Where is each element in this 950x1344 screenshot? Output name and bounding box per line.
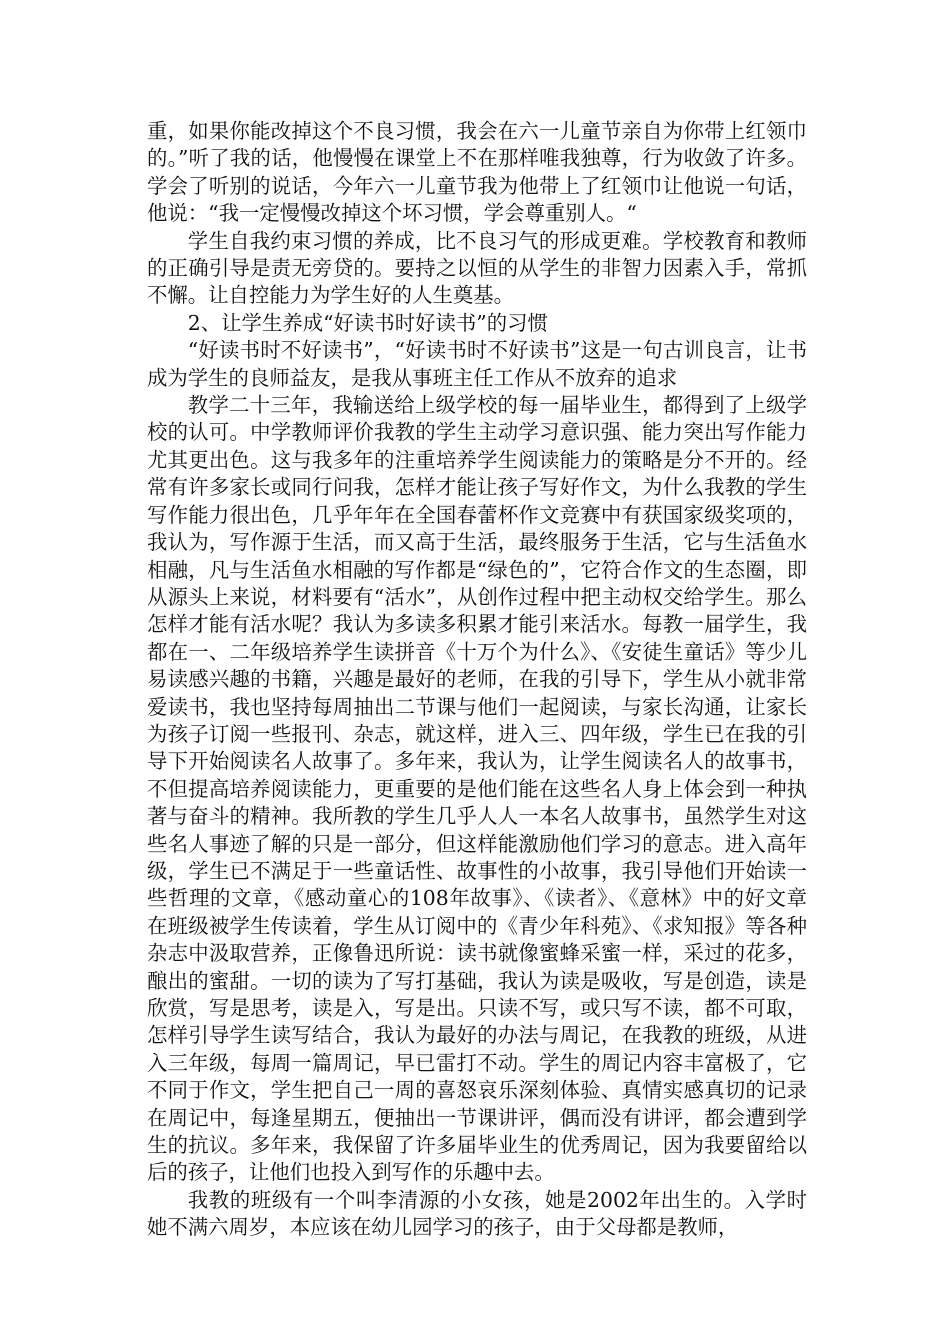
paragraph-student-example: 我教的班级有一个叫李清源的小女孩，她是2002年出生的。入学时她不满六周岁，本应该在幼儿园学习的孩子，由于父母都是教师， xyxy=(147,1187,807,1240)
paragraph-ancient-saying: “好读书时不好读书”，“好读书时不好读书”这是一句古训良言，让书成为学生的良师益友，是我从事班主任工作从不放弃的追求 xyxy=(147,338,807,390)
document-body xyxy=(147,118,807,1242)
section-heading-reading-habit: 2、让学生养成“好读书时好读书”的习惯 xyxy=(187,310,548,335)
paragraph-self-discipline: 学生自我约束习惯的养成，比不良习气的形成更难。学校教育和教师的正确引导是责无旁贷的。要持之以恒的从学生的非智力因素入手，常抓不懈。让自控能力为学生好的人生奠基。 xyxy=(147,228,807,308)
paragraph-teaching-experience: 教学二十三年，我输送给上级学校的每一届毕业生，都得到了上级学校的认可。中学教师评价我教的学生主动学习意识强、能力突出写作能力尤其更出色。这与我多年的注重培养学生阅读能力的策略是分不开的。经常有许多家长或同行问我，怎样才能让孩子写好作文，为什么我教的学生写作能力很出色，几乎年年在全国春蕾杯作文竞赛中有获国家级奖项的，我认为，写作源于生活，而又高于生活，最终服务于生活，它与生活鱼水相融，凡与生活鱼水相融的写作都是“绿色的”，它符合作文的生态圈，即从源头上来说，材料要有“活水”，从创作过程中把主动权交给学生。那么怎样才能有活水呢？我认为多读多积累才能引来活水。每教一届学生，我都在一、二年级培养学生读拼音《十万个为什么》、《安徒生童话》等少儿易读感兴趣的书籍，兴趣是最好的老师，在我的引导下，学生从小就非常爱读书，我也坚持每周抽出二节课与他们一起阅读，与家长沟通，让家长为孩子订阅一些报刊、杂志，就这样，进入三、四年级，学生已在我的引导下开始阅读名人故事了。多年来，我认为，让学生阅读名人的故事书，不但提高培养阅读能力，更重要的是他们能在这些名人身上体会到一种执著与奋斗的精神。我所教的学生几乎人人一本名人故事书，虽然学生对这些名人事迹了解的只是一部分，但这样能激励他们学习的意志。进入高年级，学生已不满足于一些童话性、故事性的小故事，我引导他们开始读一些哲理的文章，《感动童心的108年故事》、《读者》、《意林》中的好文章在班级被学生传读着，学生从订阅中的《青少年科苑》、《求知报》等各种杂志中汲取营养，正像鲁迅所说：读书就像蜜蜂采蜜一样，采过的花多，酿出的蜜甜。一切的读为了写打基础，我认为读是吸收，写是创造，读是欣赏，写是思考，读是入，写是出。只读不写，或只写不读，都不可取，怎样引导学生读写结合，我认为最好的办法与周记，在我教的班级，从进入三年级，每周一篇周记，早已雷打不动。学生的周记内容丰富极了，它不同于作文，学生把自己一周的喜怒哀乐深刻体验、真情实感真切的记录在周记中，每逢星期五，便抽出一节课讲评，偶而没有讲评，都会遭到学生的抗议。多年来，我保留了许多届毕业生的优秀周记，因为我要留给以后的孩子，让他们也投入到写作的乐趣中去。 xyxy=(147,393,807,1185)
paragraph-continuation: 重，如果你能改掉这个不良习惯，我会在六一儿童节亲自为你带上红领巾的。”听了我的话，他慢慢在课堂上不在那样唯我独尊，行为收敛了许多。学会了听别的说话，今年六一儿童节我为他带上了红领巾让他说一句话，他说：“我一定慢慢改掉这个坏习惯，学会尊重别人。“ xyxy=(147,119,807,226)
